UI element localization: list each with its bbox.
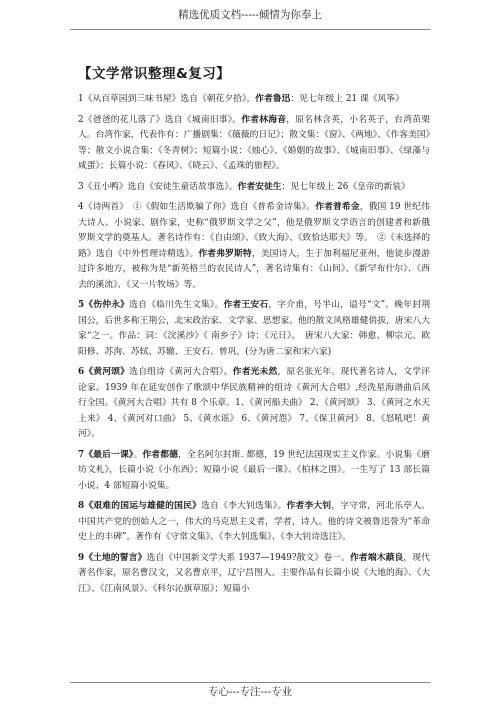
entry-e6 — [78, 365, 430, 443]
entry-list — [78, 92, 430, 597]
entry-bold-text: 7《最后一课》 — [78, 449, 134, 460]
entry-text: ，全名阿尔封斯. 都德，19 世纪法国现实主义作家。小说集《磨坊文札》，长篇小说《小东西》；短篇小说《最后一课》、《柏林之围》。一生写了 13 部长篇小说、4 部短篇小说集。 — [78, 449, 430, 491]
entry-e5 — [78, 298, 430, 360]
entry-e1 — [78, 92, 430, 108]
entry-bold-text: 作者李大钊 — [286, 501, 332, 511]
entry-e3 — [78, 180, 430, 196]
document-title: 【文学常识整理&复习】 — [78, 66, 231, 82]
entry-bold-text: 作者王安石 — [223, 300, 269, 310]
entry-text: 选自《李大钊选集》。 — [201, 501, 287, 511]
entry-e4 — [78, 200, 430, 293]
entry-text: ：见七年级上 26《皇帝的新装》 — [281, 181, 410, 192]
entry-bold-text: 作者普希金 — [315, 202, 360, 212]
entry-text: ，原名张光年。现代著名诗人，文学评论家。1939 年在延安创作了歌颂中华民族精神的组诗《黄河大合唱》,经洗星海谱曲后风行全国。《黄河大合唱》共有 8 个乐章。1、《黄河船夫曲》 2、《黄河颂》 3、《黄河之水天上来》 4、《黄河对口曲》 5、《黄水谣》 6、《黄河怨》 7、《保卫黄河》 8、《怒吼吧！黄河》。 — [78, 367, 430, 439]
entry-text: 4《诗两首》 ①《假如生活欺骗了你》选自《普希金诗集》。 — [78, 202, 316, 212]
entry-text: ，美国诗人，生于加利福尼亚州，他徒步漫游过许多地方，被称为是“新英格兰的农民诗人”，著名诗集有：《山间》、《新罕布什尔》、《西去的溪流》、《又一片牧场》等。 — [78, 248, 430, 290]
header-rule — [70, 29, 430, 30]
entry-text: 2《爸爸的花儿落了》选自《城南旧事》。 — [78, 114, 242, 125]
page-footer: 专心---专注---专业 — [207, 686, 293, 698]
entry-bold-text: 作者端木蕻良 — [350, 552, 404, 563]
entry-e8 — [78, 499, 430, 546]
entry-text: ：见七年级上 21 课《风筝》 — [290, 94, 404, 104]
entry-bold-text: 作者光未然 — [232, 367, 278, 377]
entry-text: ，原名林含英，小名英子，台湾苗栗人。台湾作家，代表作有：广播剧集：《薇薇的日记》；散文集：《窗》、《两地》、《作客美国》等；散文小说合集：《冬青树》；短篇小说：《烛心》、《婚姻的故事》、《城南旧事》、《绿藻与咸蛋》；长篇小说：《春风》、《晓云》、《孟珠的旅程》。 — [78, 114, 430, 171]
entry-text: 选自《临川先生文集》。 — [129, 300, 224, 310]
entry-bold-text: 作者都德 — [142, 449, 179, 460]
entry-e7 — [78, 448, 430, 495]
footer-rule — [70, 682, 430, 683]
entry-bold-text: 作者林海音 — [241, 114, 287, 125]
entry-text: ，俄国 19 世纪伟大诗人、小说家、剧作家，史称“俄罗斯文学之父”，他是俄罗斯文学语言的创建者和新俄罗斯文学的奠基人。著名诗作有：《自由颂》、《致大海》、《致恰达耶夫》等。 ②《未选择的路》选自《中外哲理诗精选》。 — [78, 202, 430, 259]
entry-bold-text: 作者安徒生 — [237, 181, 282, 192]
entry-e2 — [78, 113, 430, 175]
entry-text: ，字守常，河北乐亭人。中国共产党的创始人之一，伟大的马克思主义者，学者，诗人。他的诗文被鲁迅誉为“革命史上的丰碑”。著作有《守常文集》、《李大钊选集》、《李大钊诗选注》。 — [78, 501, 430, 542]
entry-text: 。 — [133, 449, 143, 460]
entry-e9 — [78, 551, 430, 598]
entry-text: 选自《中国新文学大系 1937—1949?散文》卷一。 — [146, 552, 351, 563]
entry-bold-text: 8《艰难的国运与雄健的国民》 — [78, 501, 202, 511]
entry-bold-text: 作者鲁迅 — [255, 94, 291, 104]
entry-text: 3《丑小鸭》选自《安徒生童话故事选》。 — [78, 181, 238, 192]
entry-text: 1《从百草园到三味书屋》选自《朝花夕拾》。 — [78, 94, 256, 104]
entry-text: 选自组诗《黄河大合唱》。 — [129, 367, 233, 377]
document-body — [78, 62, 430, 602]
entry-text: ，字介甫，号半山，谥号“文”。晚年封荆国公，后世多称王荆公，北宋政治家、文学家、思想家。他的散文风格雄健俏拔，唐宋八大家“之一。作品：词：《浣溪沙》《 南乡子》诗：《元日》。 唐宋八大家：韩愈、柳宗元、欧阳修、苏洵、苏轼、苏辙、王安石、曾巩。(分为唐二家和宋六家) — [78, 300, 430, 357]
entry-bold-text: 作者弗罗斯特 — [198, 248, 252, 259]
entry-bold-text: 5《伤仲永》 — [78, 300, 130, 310]
entry-text: ，现代著名作家，原名曹汉文，又名曹京平，辽宁昌图人。主要作品有长篇小说《大地的海》、《大江》、《江南风景》、《科尔沁旗草原》；短篇小 — [78, 552, 430, 594]
entry-bold-text: 6《黄河颂》 — [78, 367, 130, 377]
page-header: 精选优质文档-----倾情为你奉上 — [178, 9, 322, 21]
entry-bold-text: 9《土地的誓言》 — [78, 552, 147, 563]
